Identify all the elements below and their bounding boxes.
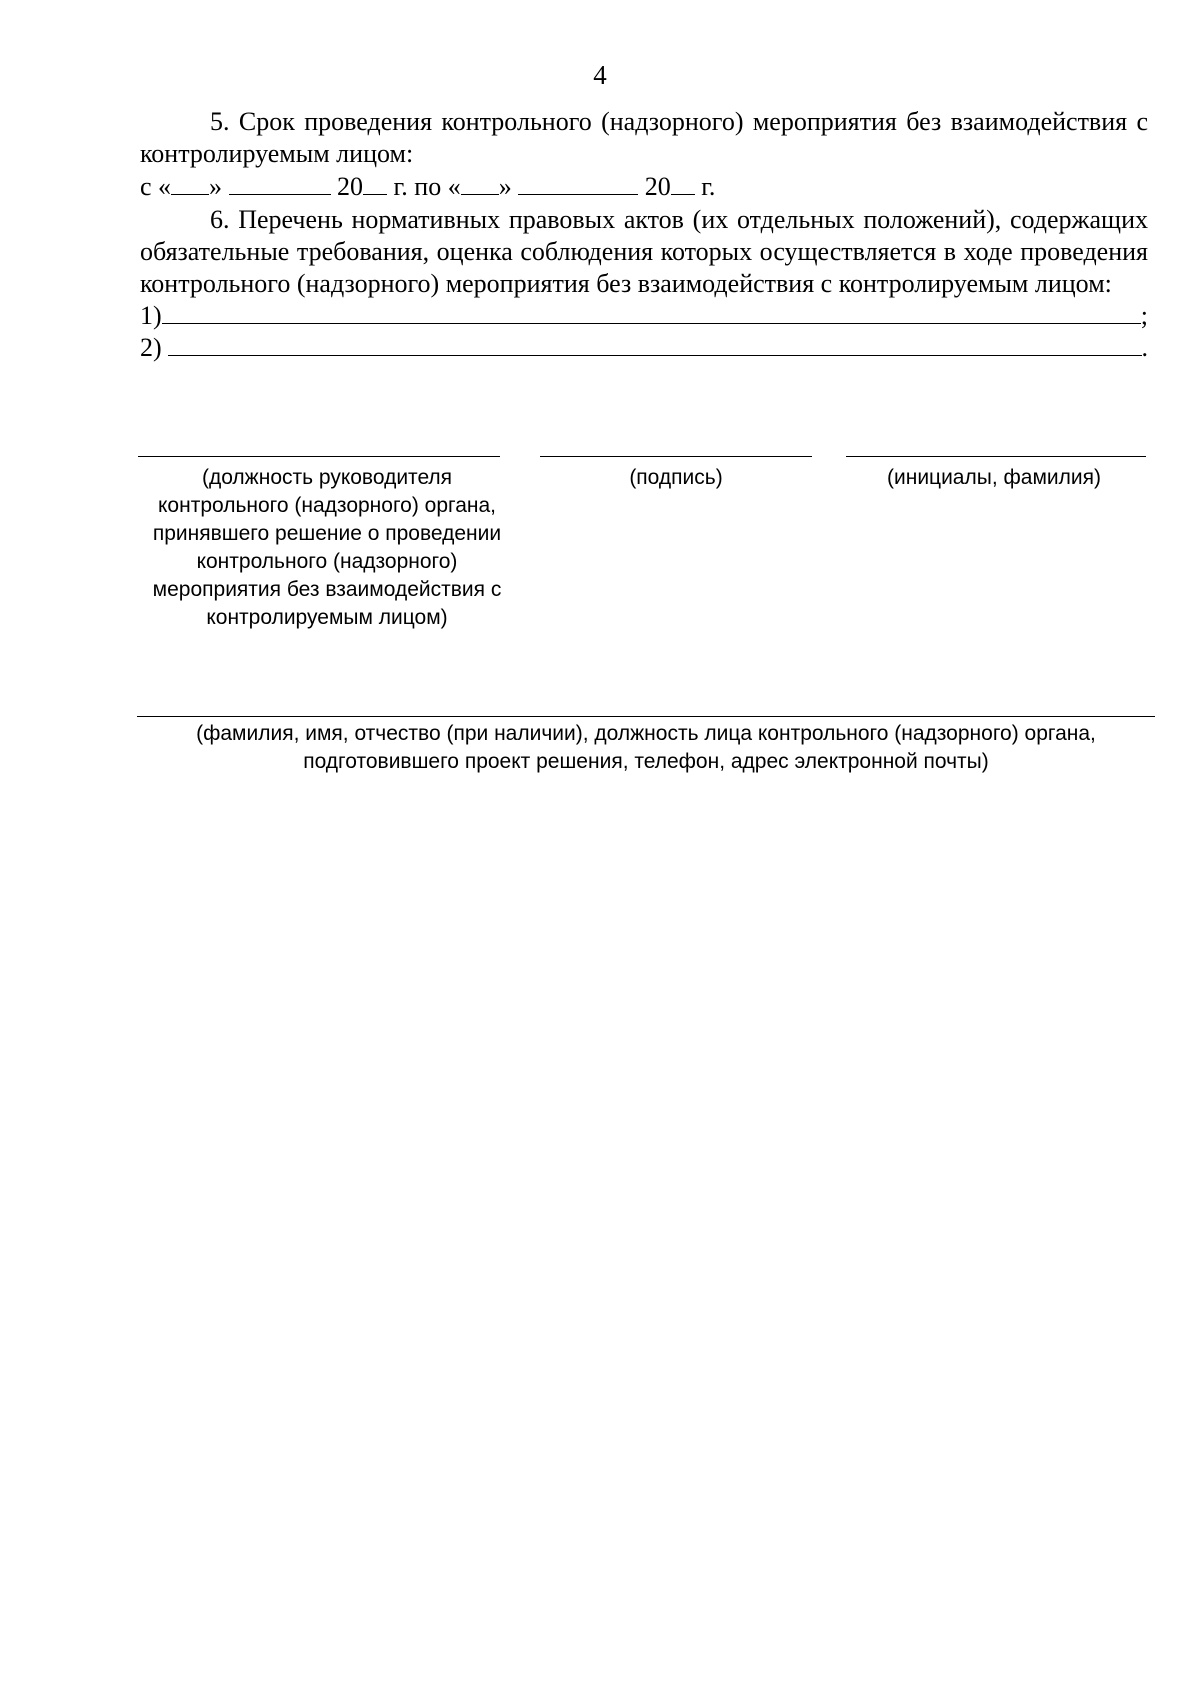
date-from-prefix: с « xyxy=(140,172,172,201)
position-signature-line xyxy=(138,456,500,457)
date-to-day-blank xyxy=(461,170,499,195)
regulation-item-2-label: 2) xyxy=(140,333,162,362)
date-to-year-blank xyxy=(671,170,695,195)
section-6 xyxy=(140,204,1148,364)
section-5 xyxy=(140,106,1148,203)
preparer-line xyxy=(137,716,1155,717)
date-from-year-prefix: 20 xyxy=(337,172,364,201)
date-to-suffix: г. xyxy=(694,172,716,201)
regulation-item-1 xyxy=(140,300,1148,332)
section-5-text: 5. Срок проведения контрольного (надзорного) мероприятия без взаимодействия с контролируемым лицом: xyxy=(140,107,1148,168)
date-from-close-quote: » xyxy=(209,172,223,201)
date-to-prefix: г. по « xyxy=(387,172,461,201)
regulation-item-1-label: 1) xyxy=(140,301,162,330)
name-caption: (инициалы, фамилия) xyxy=(887,466,1101,489)
date-from-year-blank xyxy=(363,170,387,195)
signature-line xyxy=(540,456,812,457)
date-from-month-blank xyxy=(229,170,331,195)
date-to-month-blank xyxy=(518,170,638,195)
page-number: 4 xyxy=(593,60,607,90)
date-from-day-blank xyxy=(171,170,209,195)
preparer-caption: (фамилия, имя, отчество (при наличии), должность лица контрольного (надзорного) органа, подготовившего проект решения, телефон, адрес электронной почты) xyxy=(196,722,1096,773)
regulation-item-2 xyxy=(140,332,1148,364)
name-signature-line xyxy=(846,456,1146,457)
regulation-item-1-end: ; xyxy=(1140,301,1148,330)
regulation-item-2-end: . xyxy=(1141,333,1148,362)
section-6-text: 6. Перечень нормативных правовых актов (их отдельных положений), содержащих обязательные требования, оценка соблюдения которых осуществляется в ходе проведения контрольного (надзорного) мероприятия без взаимодействия с контролируемым лицом: xyxy=(140,205,1148,298)
date-to-close-quote: » xyxy=(498,172,512,201)
position-caption: (должность руководителя контрольного (надзорного) органа, принявшего решение о проведении контрольного (надзорного) мероприятия без взаимодействия с контролируемым лицом) xyxy=(152,466,502,629)
regulation-item-2-blank xyxy=(168,333,1141,356)
date-range-line xyxy=(140,170,1148,203)
date-to-year-prefix: 20 xyxy=(644,172,671,201)
regulation-item-1-blank xyxy=(162,301,1141,324)
signature-caption: (подпись) xyxy=(629,466,723,489)
